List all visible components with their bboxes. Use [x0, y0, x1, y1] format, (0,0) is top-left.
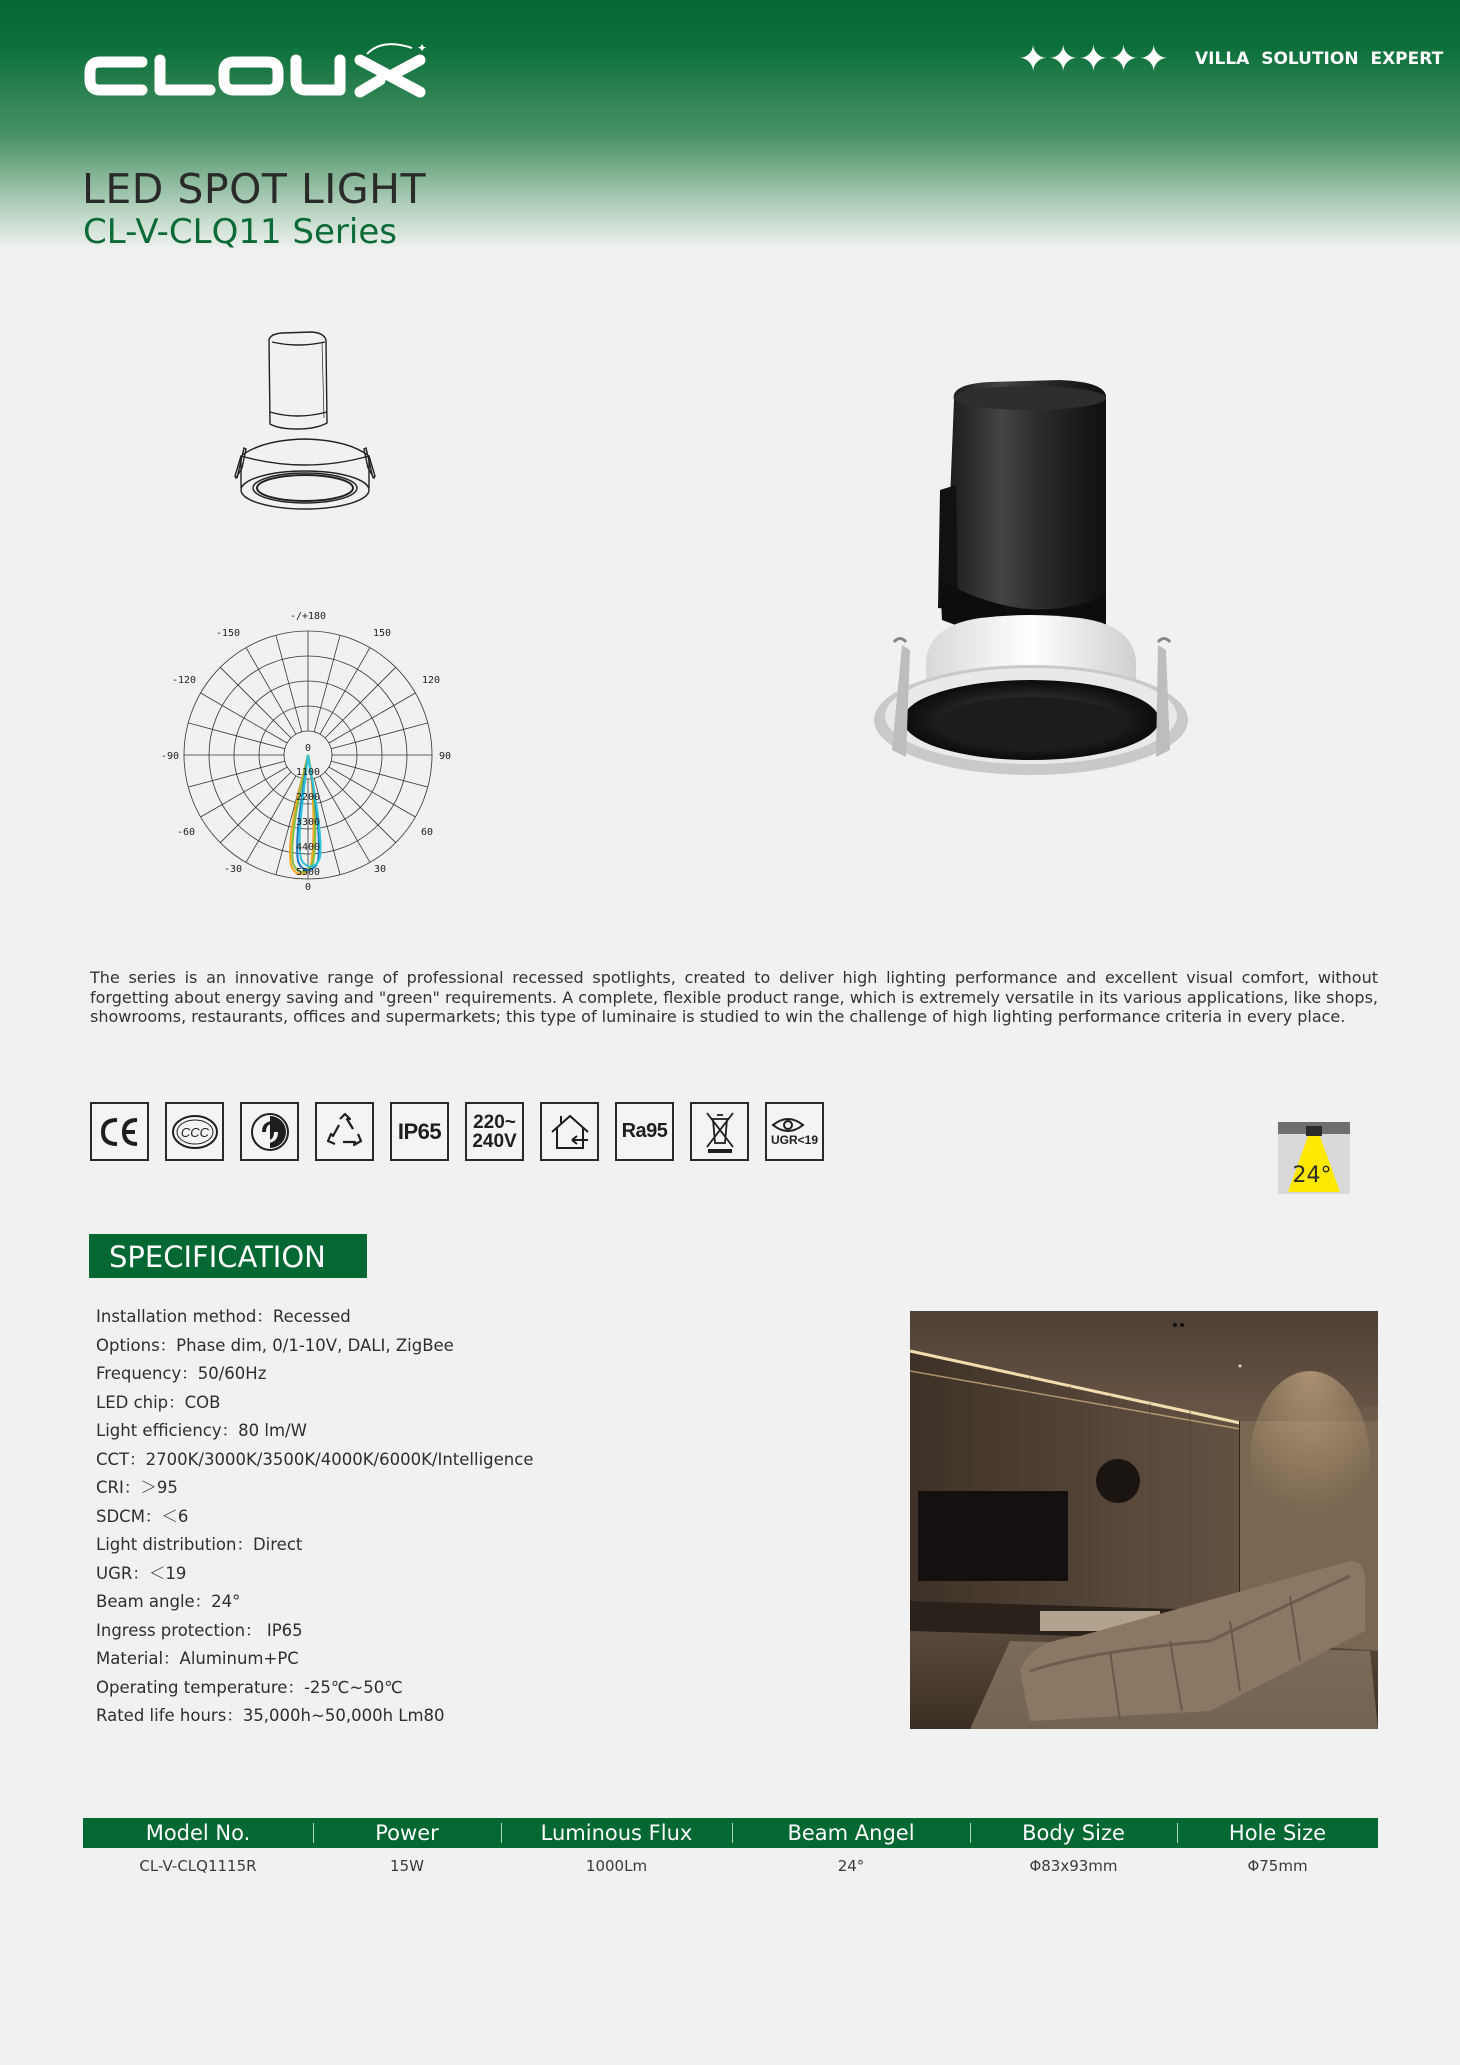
voltage-badge [465, 1102, 524, 1161]
ce-mark-icon [90, 1102, 149, 1161]
product-title: LED SPOT LIGHT [82, 165, 427, 213]
recycle-icon [315, 1102, 374, 1161]
weee-bin-icon [690, 1102, 749, 1161]
angle-label: -150 [215, 628, 241, 639]
light-distribution-polar-diagram [160, 605, 460, 900]
spec-item: LED chip：COB [96, 1392, 221, 1412]
svg-text:CCC: CCC [180, 1124, 209, 1140]
product-photo [880, 380, 1210, 840]
radial-label: 5500 [295, 867, 321, 878]
voltage-bottom-label: 240V [472, 1130, 517, 1152]
specification-list [96, 1303, 533, 1731]
indoor-use-icon [540, 1102, 599, 1161]
angle-label: -120 [171, 675, 197, 686]
spec-item: Options：Phase dim, 0/1-10V, DALI, ZigBee [96, 1335, 454, 1355]
column-header: Power [313, 1818, 501, 1848]
angle-label: -60 [176, 827, 196, 838]
angle-label: -30 [223, 864, 243, 875]
ugr-label: UGR<19 [770, 1132, 819, 1147]
tagline: VILLA SOLUTION EXPERT [1195, 49, 1444, 69]
column-header: Luminous Flux [501, 1818, 732, 1848]
spec-item: Light efficiency：80 lm/W [96, 1421, 307, 1440]
spec-item: Installation method：Recessed [96, 1307, 351, 1326]
product-line-drawing [232, 328, 382, 513]
column-header: Beam Angel [732, 1818, 970, 1848]
radial-label: 3300 [295, 817, 321, 828]
angle-label: 60 [420, 827, 434, 838]
spec-item: CCT：2700K/3000K/3500K/4000K/6000K/Intelligence [96, 1449, 534, 1469]
ip65-badge [390, 1102, 449, 1161]
column-header: Body Size [970, 1818, 1177, 1848]
spec-item: Light distribution：Direct [96, 1535, 303, 1554]
table-row [83, 1848, 1378, 1884]
ra95-badge [615, 1102, 674, 1161]
column-header: Model No. [83, 1818, 313, 1848]
radial-label: 1100 [295, 767, 321, 778]
spec-item: CRI：＞95 [96, 1478, 178, 1497]
angle-label: 150 [372, 628, 392, 639]
angle-label: -/+180 [289, 611, 327, 622]
angle-label: 30 [373, 864, 387, 875]
ip65-label: IP65 [397, 1118, 442, 1144]
spec-item: Rated life hours：35,000h~50,000h Lm80 [96, 1706, 445, 1725]
product-description: The series is an innovative range of professional recessed spotlights, created to deliver high lighting performance and excellent visual comfort, without forgetting about energy saving and "green" requirements. A complete, flexible product range, which is extremely versatile in its various applications, like shops, showrooms, restaurants, offices and supermarkets; this type of luminaire is studied to win the challenge of high lighting performance criteria in every place. [90, 968, 1378, 1026]
spec-item: Frequency：50/60Hz [96, 1364, 267, 1383]
cloux-logo [82, 40, 437, 102]
spec-item: SDCM：＜6 [96, 1506, 189, 1526]
spec-item: Operating temperature：-25℃~50℃ [96, 1677, 403, 1697]
voltage-top-label: 220~ [473, 1111, 516, 1133]
spec-item: Ingress protection： IP65 [96, 1620, 303, 1640]
table-cell: 24° [837, 1857, 865, 1875]
ccc-mark-icon [165, 1102, 224, 1161]
angle-label: 90 [438, 751, 452, 762]
svg-text:✦: ✦ [417, 41, 428, 55]
radial-label: 4400 [295, 842, 321, 853]
table-cell: 1000Lm [585, 1857, 648, 1875]
specification-heading: SPECIFICATION [89, 1234, 367, 1278]
model-table [83, 1818, 1378, 1884]
angle-label: -90 [160, 751, 180, 762]
application-room-photo [910, 1311, 1378, 1729]
ugr-badge [765, 1102, 824, 1161]
table-cell: Φ83x93mm [1029, 1857, 1118, 1875]
beam-angle-label: 24° [1292, 1163, 1332, 1188]
column-header: Hole Size [1177, 1818, 1378, 1848]
rating-stars: ✦✦✦✦✦ [1018, 39, 1169, 80]
angle-label: 0 [304, 882, 312, 893]
table-header-row [83, 1818, 1378, 1848]
angle-label: 120 [421, 675, 441, 686]
radial-label: 0 [304, 743, 312, 754]
spec-item: Material：Aluminum+PC [96, 1649, 299, 1668]
green-dot-icon [240, 1102, 299, 1161]
table-cell: CL-V-CLQ1115R [139, 1857, 257, 1875]
radial-label: 2200 [295, 792, 321, 803]
beam-angle-badge [1278, 1122, 1350, 1194]
series-title: CL-V-CLQ11 Series [83, 212, 397, 252]
ra95-label: Ra95 [621, 1120, 668, 1142]
table-cell: Φ75mm [1247, 1857, 1308, 1875]
spec-item: Beam angle：24° [96, 1592, 241, 1611]
table-cell: 15W [390, 1857, 424, 1875]
spec-item: UGR：＜19 [96, 1563, 187, 1583]
